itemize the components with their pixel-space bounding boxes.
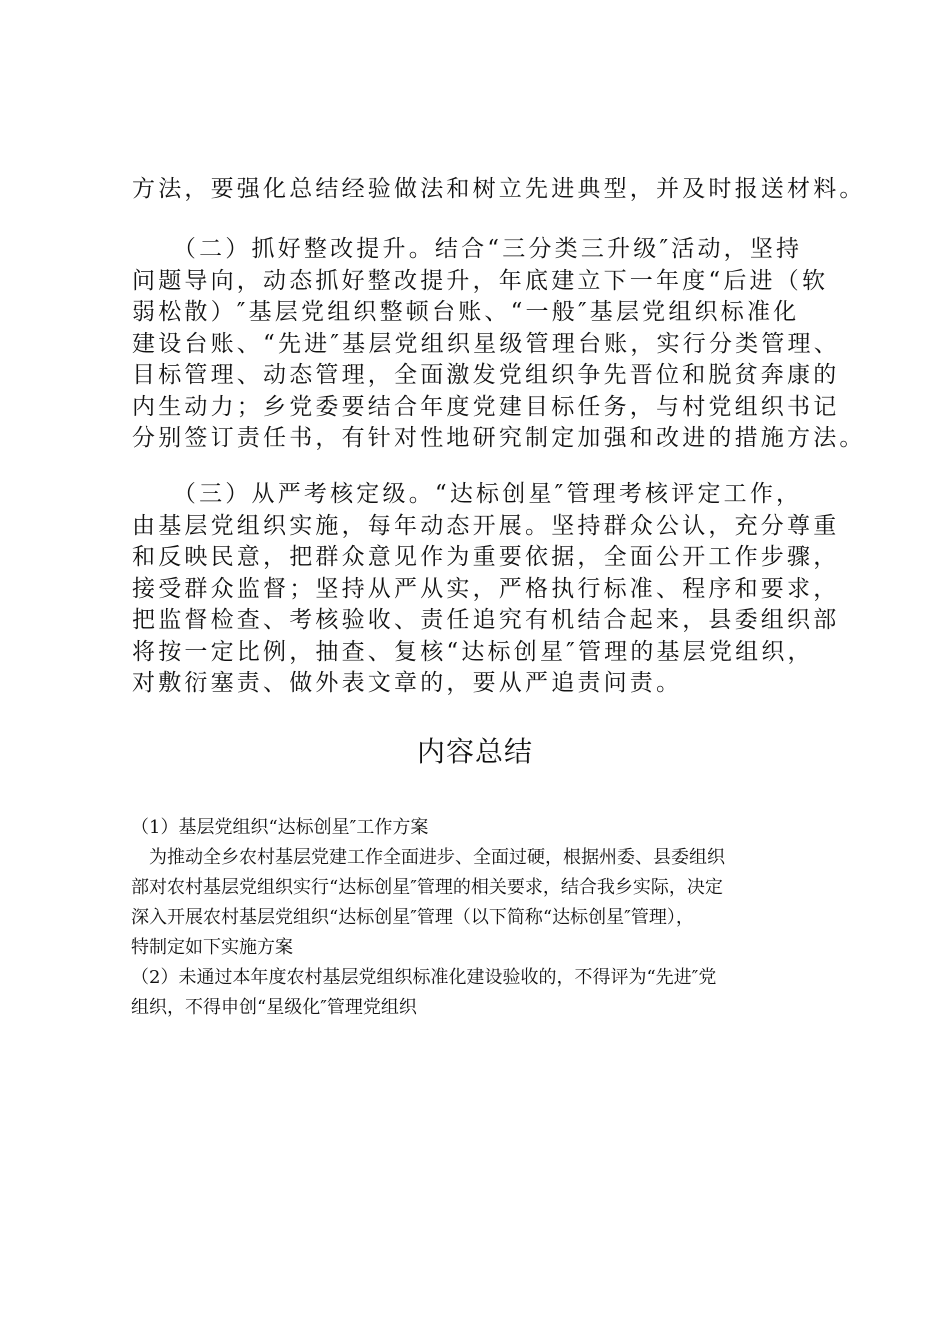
summary-line: 部对农村基层党组织实行“达标创星″管理的相关要求，结合我乡实际，决定 — [131, 877, 723, 898]
text-line: 由基层党组织实施，每年动态开展。坚持群众公认，充分尊重 — [132, 512, 840, 539]
summary-title: 内容总结 — [416, 735, 533, 768]
text-line: 将按一定比例，抽查、复核“达标创星″管理的基层党组织， — [132, 638, 814, 665]
paragraph-section-three — [132, 479, 852, 700]
summary-line: 特制定如下实施方案 — [131, 937, 293, 958]
text-line: 把监督检查、考核验收、责任追究有机结合起来，县委组织部 — [132, 607, 840, 633]
summary-content — [131, 813, 831, 1023]
text-line: 和反映民意，把群众意见作为重要依据，全面公开工作步骤， — [132, 544, 840, 570]
text-line: （三）从严考核定级。“达标创星″管理考核评定工作， — [132, 481, 803, 507]
summary-line: 深入开展农村基层党组织“达标创星″管理（以下简称“达标创星″管理）， — [131, 907, 694, 928]
text-line: 建设台账、“先进″基层党组织星级管理台账，实行分类管理、 — [132, 330, 840, 357]
summary-line: （1）基层党组织“达标创星″工作方案 — [131, 817, 429, 838]
text-line: 内生动力；乡党委要结合年度党建目标任务，与村党组织书记 — [132, 393, 840, 420]
text-line: 目标管理、动态管理，全面激发党组织争先晋位和脱贫奔康的 — [132, 362, 840, 388]
paragraph-continuation — [132, 174, 866, 206]
summary-line: （2）未通过本年度农村基层党组织标准化建设验收的，不得评为“先进″党 — [131, 967, 717, 988]
text-line: 问题导向，动态抓好整改提升，年底建立下一年度“后进（软 — [132, 267, 829, 294]
text-line: 方法，要强化总结经验做法和树立先进典型，并及时报送材料。 — [132, 176, 866, 202]
text-line: （二）抓好整改提升。结合“三分类三升级″活动，坚持 — [132, 236, 803, 262]
text-line: 弱松散）″基层党组织整顿台账、“一般″基层党组织标准化 — [132, 299, 800, 325]
text-line: 对敷衍塞责、做外表文章的，要从严追责问责。 — [132, 670, 683, 696]
summary-line: 组织，不得申创“星级化″管理党组织 — [131, 997, 417, 1018]
summary-line: 为推动全乡农村基层党建工作全面进步、全面过硬，根据州委、县委组织 — [131, 847, 725, 868]
text-line: 接受群众监督；坚持从严从实，严格执行标准、程序和要求， — [132, 575, 840, 602]
text-line: 分别签订责任书，有针对性地研究制定加强和改进的措施方法。 — [132, 425, 866, 451]
paragraph-section-two — [132, 234, 866, 455]
